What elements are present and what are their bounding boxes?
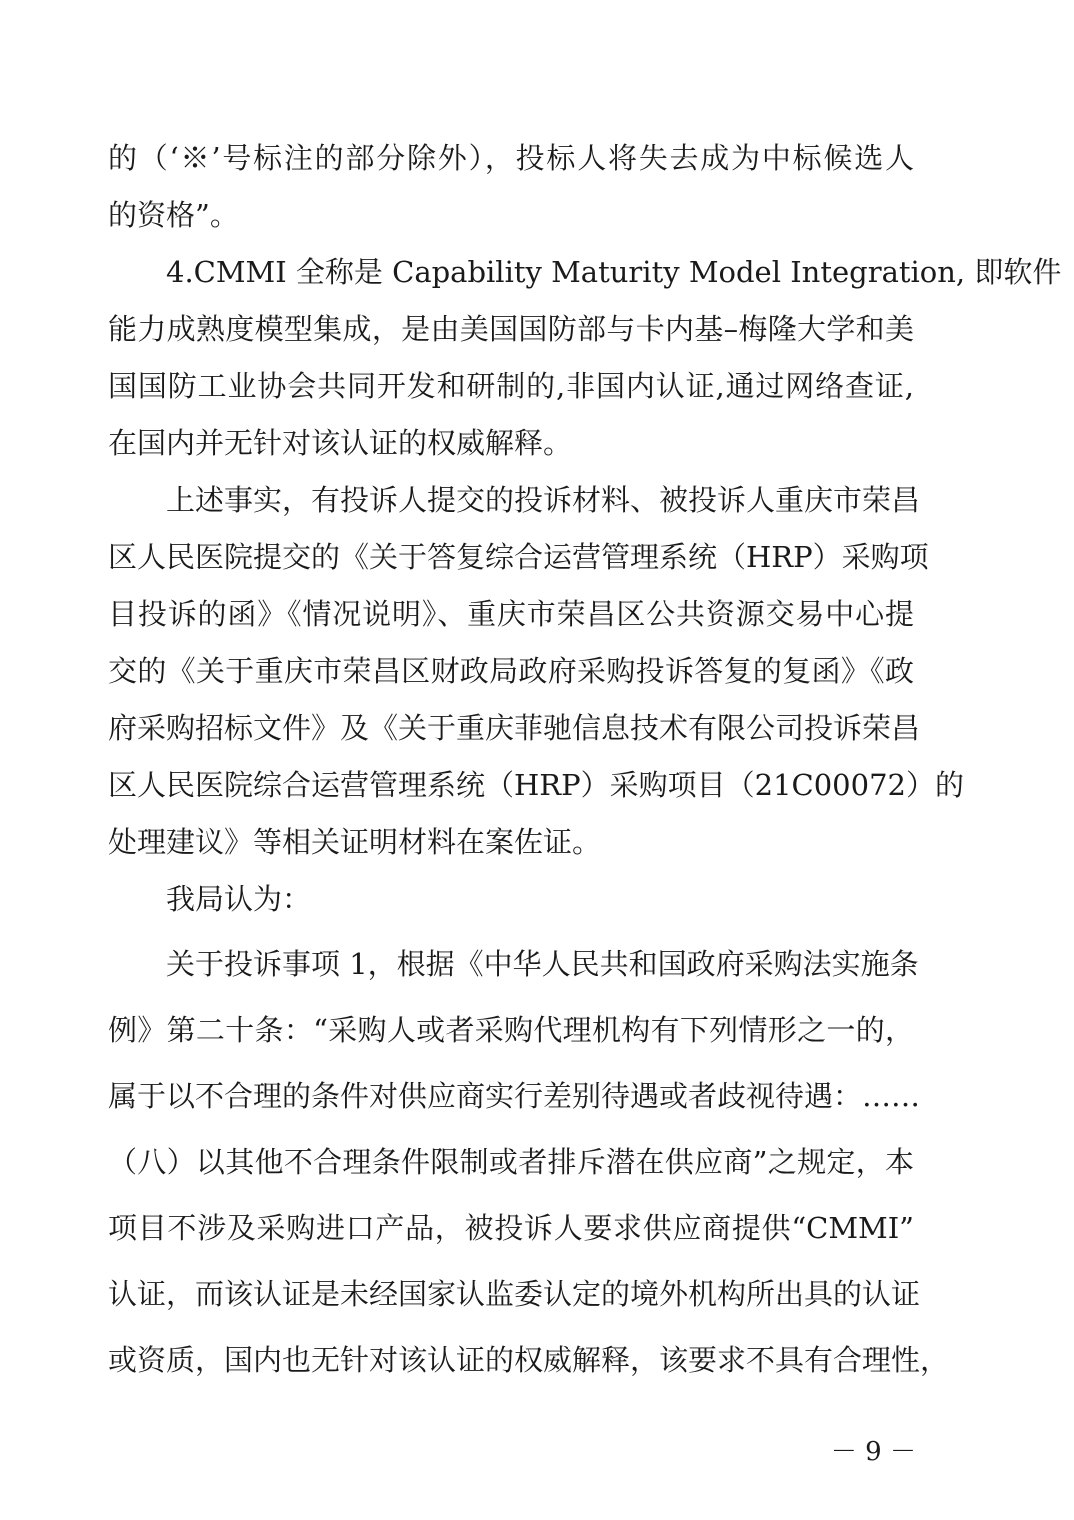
page-number: － 9 －	[830, 1437, 916, 1467]
text-line: 的（‘※’号标注的部分除外），投标人将失去成为中标候选人	[108, 141, 914, 175]
text-line: （八）以其他不合理条件限制或者排斥潜在供应商”之规定，本	[108, 1145, 914, 1179]
text-line: 交的《关于重庆市荣昌区财政局政府采购投诉答复的复函》《政	[108, 654, 914, 688]
text-line: 区人民医院综合运营管理系统（HRP）采购项目（21C00072）的	[108, 768, 964, 802]
text-line: 在国内并无针对该认证的权威解释。	[108, 426, 573, 460]
text-line: 关于投诉事项 1，根据《中华人民共和国政府采购法实施条	[166, 947, 919, 981]
text-line: 属于以不合理的条件对供应商实行差别待遇或者歧视待遇：……	[108, 1079, 921, 1113]
text-line: 上述事实，有投诉人提交的投诉材料、被投诉人重庆市荣昌	[166, 483, 921, 517]
text-line: 能力成熟度模型集成，是由美国国防部与卡内基–梅隆大学和美	[108, 312, 914, 346]
text-line: 4.CMMI 全称是 Capability Maturity Model Integration, 即软件	[166, 255, 1062, 289]
text-line: 府采购招标文件》及《关于重庆菲驰信息技术有限公司投诉荣昌	[108, 711, 921, 745]
text-line: 我局认为：	[166, 882, 312, 916]
text-line: 区人民医院提交的《关于答复综合运营管理系统（HRP）采购项	[108, 540, 929, 574]
text-line: 目投诉的函》《情况说明》、重庆市荣昌区公共资源交易中心提	[108, 597, 914, 631]
text-line: 例》第二十条：“采购人或者采购代理机构有下列情形之一的，	[108, 1013, 914, 1047]
text-line: 的资格”。	[108, 198, 239, 232]
text-line: 认证，而该认证是未经国家认监委认定的境外机构所出具的认证	[108, 1277, 921, 1311]
text-line: 或资质，国内也无针对该认证的权威解释，该要求不具有合理性，	[108, 1343, 950, 1377]
text-line: 处理建议》等相关证明材料在案佐证。	[108, 825, 602, 859]
text-line: 国国防工业协会共同开发和研制的,非国内认证,通过网络查证,	[108, 369, 914, 403]
text-line: 项目不涉及采购进口产品，被投诉人要求供应商提供“CMMI”	[108, 1211, 914, 1245]
